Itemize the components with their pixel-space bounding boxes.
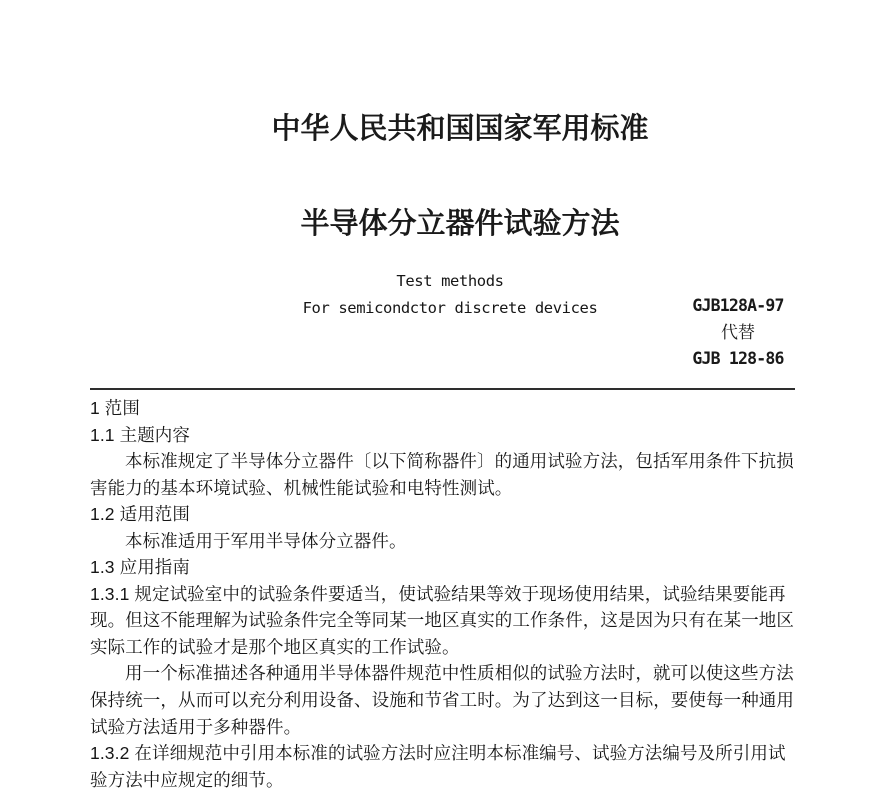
- english-title-line1: Test methods: [396, 272, 504, 290]
- para-1-3-1b-line-2: 保持统一，从而可以充分利用设备、设施和节省工时。为了达到这一目标，要使每一种通用: [90, 690, 794, 711]
- para-1-3-2-line-1: 1.3.2 在详细规范中引用本标准的试验方法时应注明本标准编号、试验方法编号及所引用试: [90, 743, 786, 764]
- superseded-number: GJB 128-86: [692, 349, 784, 368]
- para-1-3-2-line-2: 验方法中应规定的细节。: [90, 769, 284, 790]
- para-1-3-1-line-3: 实际工作的试验才是那个地区真实的工作试验。: [90, 636, 460, 657]
- heading-section-1-scope: 1 范围: [90, 398, 140, 418]
- standard-number-block: [648, 293, 828, 373]
- document-body: [90, 395, 806, 793]
- supersedes-label: 代替: [721, 322, 755, 342]
- para-1-3-1b-line-3: 试验方法适用于多种器件。: [90, 716, 302, 737]
- heading-1-3-application-guide: 1.3 应用指南: [90, 557, 190, 578]
- para-1-3-1-line-1: 1.3.1 规定试验室中的试验条件要适当，使试验结果等效于现场使用结果，试验结果要能再: [90, 583, 786, 604]
- para-1-3-1b-line-1: 用一个标准描述各种通用半导体器件规范中性质相似的试验方法时，就可以使这些方法: [125, 663, 794, 684]
- para-1-1-line-2: 害能力的基本环境试验、机械性能试验和电特性测试。: [90, 477, 513, 498]
- heading-1-1-subject: 1.1 主题内容: [90, 424, 190, 445]
- english-title-line2: For semicondctor discrete devices: [302, 299, 598, 317]
- header-divider-rule: [90, 388, 795, 390]
- heading-1-2-applicability: 1.2 适用范围: [90, 504, 190, 525]
- para-1-1-line-1: 本标准规定了半导体分立器件〔以下简称器件〕的通用试验方法，包括军用条件下抗损: [125, 451, 794, 472]
- document-title: 中华人民共和国国家军用标准: [271, 113, 649, 145]
- para-1-2-line-1: 本标准适用于军用半导体分立器件。: [125, 530, 407, 551]
- document-subtitle: 半导体分立器件试验方法: [300, 208, 620, 240]
- para-1-3-1-line-2: 现。但这不能理解为试验条件完全等同某一地区真实的工作条件，这是因为只有在某一地区: [90, 610, 794, 631]
- standard-number: GJB128A-97: [692, 296, 784, 315]
